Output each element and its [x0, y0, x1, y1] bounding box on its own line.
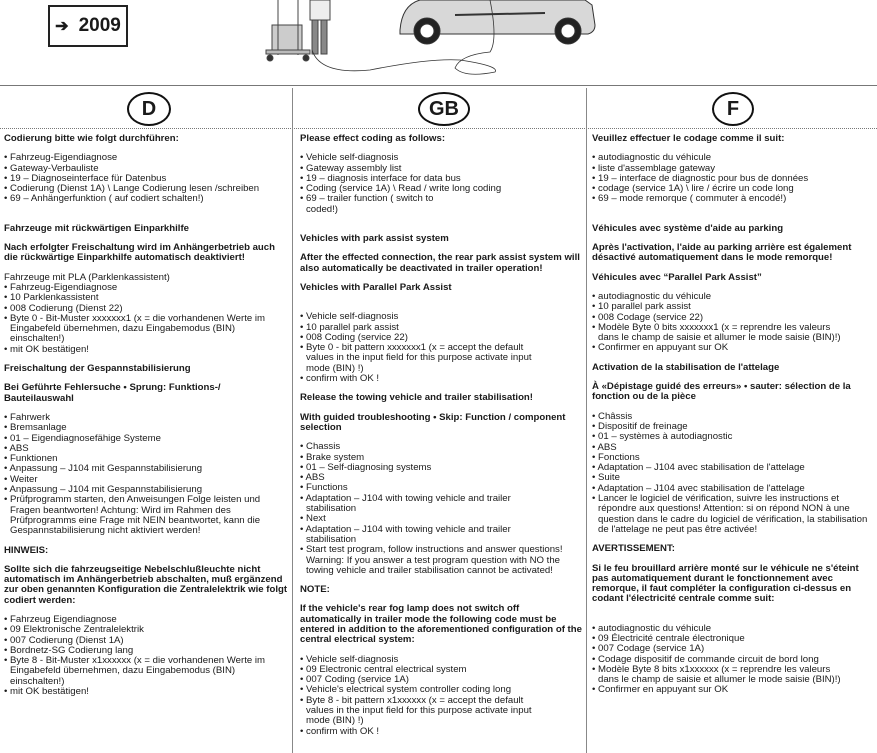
list-item: • ABS	[4, 444, 288, 454]
intro-heading: Please effect coding as follows:	[300, 133, 446, 144]
list-item: • Anpassung – J104 mit Gespannstabilisierung	[4, 464, 288, 474]
list-item: • 69 – trailer function ( switch to coded!)	[300, 194, 456, 215]
pla-heading: Fahrzeuge mit PLA (Parklenkassistent)	[4, 271, 170, 283]
list-item: • 008 Codierung (Dienst 22)	[4, 304, 288, 314]
language-badge-f: F	[712, 92, 754, 126]
list-item: • Coding (service 1A) \ Read / write long coding	[300, 184, 582, 194]
guided-heading: Bei Geführte Fehlersuche • Sprung: Funktions-/ Bauteilauswahl	[4, 382, 221, 404]
language-badge-gb: GB	[418, 92, 470, 126]
list-item: • 69 – mode remorque ( commuter à encodé!)	[592, 194, 873, 204]
list-item: • Gateway assembly list	[300, 164, 582, 174]
list-item: • ABS	[592, 443, 873, 453]
list-item: • 19 – Diagnoseinterface für Datenbus	[4, 174, 288, 184]
year-label: 2009	[78, 15, 121, 36]
steps-stabilisation	[300, 442, 582, 576]
list-item: • Lancer le logiciel de vérification, suivre les instructions et répondre aux questions! Attention: si on répond NON à une question dans le cadre du logiciel de vérification, la stabilisation de l'attelage ne peut pas être activée!	[592, 494, 873, 535]
note-text: If the vehicle's rear fog lamp does not switch off automatically in trailer mode the following code must be entered in addition to the aforementioned configuration of the central electrical system:	[300, 603, 582, 646]
list-item: • Byte 8 - bit pattern x1xxxxxx (x = accept the default values in the input field for this purpose activate input mode (BIN) !)	[300, 696, 536, 727]
diagnostic-cart-icon	[266, 0, 310, 61]
list-item: • Vehicle's electrical system controller coding long	[300, 685, 582, 695]
column-gb	[300, 134, 582, 737]
column-fr	[592, 134, 873, 696]
list-item: • 01 – Self-diagnosing systems	[300, 463, 582, 473]
right-arrow-icon: ➔	[55, 18, 69, 35]
year-box	[48, 5, 128, 47]
list-item: • 01 – Eigendiagnosefähige Systeme	[4, 434, 288, 444]
diagnostic-illustration	[250, 0, 610, 78]
list-item: • 10 parallel park assist	[300, 323, 582, 333]
column-divider	[292, 88, 293, 753]
list-item: • Anpassung – J104 mit Gespannstabilisierung	[4, 485, 288, 495]
list-item: • Modèle Byte 0 bits xxxxxxx1 (x = reprendre les valeurs dans le champ de saisie et allumer le mode saisie (BIN)!)	[592, 323, 843, 344]
park-heading: Véhicules avec système d'aide au parking	[592, 222, 784, 234]
list-item: • 09 Électricité centrale électronique	[592, 634, 873, 644]
note-heading: AVERTISSEMENT:	[592, 543, 675, 555]
list-item: • 008 Coding (service 22)	[300, 333, 582, 343]
list-item: • 007 Codierung (Dienst 1A)	[4, 636, 288, 646]
list-item: • Suite	[592, 473, 873, 483]
intro-heading: Veuillez effectuer le codage comme il suit:	[592, 133, 785, 144]
list-item: • Fahrwerk	[4, 413, 288, 423]
dotted-divider	[0, 128, 877, 129]
list-item: • Codage dispositif de commande circuit de bord long	[592, 655, 873, 665]
list-item: • 008 Codage (service 22)	[592, 313, 873, 323]
list-item: • Vehicle self-diagnosis	[300, 153, 582, 163]
list-item: • 007 Coding (service 1A)	[300, 675, 582, 685]
list-item: • Brake system	[300, 453, 582, 463]
column-divider	[586, 88, 587, 753]
list-item: • 19 – interface de diagnostic pour bus de données	[592, 174, 873, 184]
park-note: After the effected connection, the rear park assist system will also automatically be deactivated in trailer operation!	[300, 252, 580, 274]
list-item: • mit OK bestätigen!	[4, 687, 288, 697]
guided-heading: With guided troubleshooting • Skip: Function / component selection	[300, 411, 566, 433]
note-heading: NOTE:	[300, 584, 330, 596]
car-icon	[400, 0, 595, 44]
list-item: • Start test program, follow instructions and answer questions! Warning: If you answer a test program question with NO the towing vehicle and trailer stabilisation cannot be activated!	[300, 545, 582, 576]
list-item: • Funktionen	[4, 454, 288, 464]
list-item: • Châssis	[592, 412, 873, 422]
park-heading: Vehicles with park assist system	[300, 233, 449, 245]
list-item: • Adaptation – J104 avec stabilisation de l'attelage	[592, 463, 873, 473]
list-item: • Fahrzeug-Eigendiagnose	[4, 153, 288, 163]
language-badge-d: D	[127, 92, 171, 126]
stab-heading: Release the towing vehicle and trailer stabilisation!	[300, 392, 533, 404]
park-heading: Fahrzeuge mit rückwärtigen Einparkhilfe	[4, 222, 189, 234]
list-item: • Functions	[300, 483, 582, 493]
list-item: • Adaptation – J104 avec stabilisation de l'attelage	[592, 484, 873, 494]
list-item: • Weiter	[4, 475, 288, 485]
steps-fog-lamp	[592, 624, 873, 696]
list-item: • mit OK bestätigen!	[4, 345, 288, 355]
list-item: • Codierung (Dienst 1A) \ Lange Codierung lesen /schreiben	[4, 184, 288, 194]
steps-coding	[592, 153, 873, 204]
list-item: • Gateway-Verbauliste	[4, 164, 288, 174]
list-item: • 19 – diagnosis interface for data bus	[300, 174, 582, 184]
steps-pla	[300, 312, 582, 384]
list-item: • Next	[300, 514, 582, 524]
column-de	[4, 134, 288, 697]
list-item: • ABS	[300, 473, 582, 483]
list-item: • Vehicle self-diagnosis	[300, 312, 582, 322]
list-item: • confirm with OK !	[300, 727, 582, 737]
header-divider	[0, 85, 877, 86]
list-item: • Fahrzeug-Eigendiagnose	[4, 283, 288, 293]
park-note: Après l'activation, l'aide au parking arrière est également désactivé automatiquement dans le mode remorque!	[592, 242, 852, 264]
pla-heading: Véhicules avec “Parallel Park Assist”	[592, 271, 762, 283]
intro-heading: Codierung bitte wie folgt durchführen:	[4, 133, 179, 144]
note-text: Sollte sich die fahrzeugseitige Nebelschlußleuchte nicht automatisch im Anhängerbetrieb abschalten, muß ergänzend zur oben genannten Konfiguration die Zentralelektrik wie folgt codiert werden:	[4, 563, 288, 606]
list-item: • Byte 0 - Bit-Muster xxxxxxx1 (x = die vorhandenen Werte im Eingabefeld übernehmen, dazu Eingabemodus (BIN) einschalten!)	[4, 314, 288, 345]
guided-heading: À «Dépistage guidé des erreurs» • sauter: sélection de la fonction ou de la pièce	[592, 381, 851, 403]
list-item: • 01 – systèmes à autodiagnostic	[592, 432, 873, 442]
list-item: • Byte 0 - bit pattern xxxxxxx1 (x = accept the default values in the input field for this purpose activate input mode (BIN) !)	[300, 343, 536, 374]
list-item: • liste d'assemblage gateway	[592, 164, 873, 174]
stab-heading: Freischaltung der Gespannstabilisierung	[4, 363, 191, 375]
list-item: • 69 – Anhängerfunktion ( auf codiert schalten!)	[4, 194, 288, 204]
list-item: • Confirmer en appuyant sur OK	[592, 685, 873, 695]
list-item: • Modèle Byte 8 bits x1xxxxxx (x = reprendre les valeurs dans le champ de saisie et allumer le mode saisie (BIN)!)	[592, 665, 843, 686]
list-item: • 09 Elektronische Zentralelektrik	[4, 625, 288, 635]
list-item: • Confirmer en appuyant sur OK	[592, 343, 873, 353]
list-item: • Fonctions	[592, 453, 873, 463]
technician-icon	[310, 0, 330, 54]
list-item: • Adaptation – J104 with towing vehicle and trailer stabilisation	[300, 525, 536, 546]
list-item: • Prüfprogramm starten, den Anweisungen Folge leisten und Fragen beantworten! Achtung: Wird im Rahmen des Prüfprogramms eine Frage mit NEIN beantwortet, kann die Gespannstabilisierung nicht aktiviert werden!	[4, 495, 288, 536]
steps-fog-lamp	[4, 615, 288, 697]
list-item: • 10 parallel park assist	[592, 302, 873, 312]
list-item: • Fahrzeug Eigendiagnose	[4, 615, 288, 625]
list-item: • Chassis	[300, 442, 582, 452]
list-item: • Byte 8 - Bit-Muster x1xxxxxx (x = die vorhandenen Werte im Eingabefeld übernehmen, dazu Eingabemodus (BIN) einschalten!)	[4, 656, 288, 687]
pla-heading: Vehicles with Parallel Park Assist	[300, 281, 452, 293]
steps-coding	[300, 153, 582, 215]
list-item: • autodiagnostic du véhicule	[592, 624, 873, 634]
park-note: Nach erfolgter Freischaltung wird im Anhängerbetrieb auch die rückwärtige Einparkhilfe automatisch deaktiviert!	[4, 242, 275, 264]
steps-stabilisation	[592, 412, 873, 536]
steps-pla	[592, 292, 873, 354]
list-item: • Bremsanlage	[4, 423, 288, 433]
list-item: • codage (service 1A) \ lire / écrire un code long	[592, 184, 873, 194]
stab-heading: Activation de la stabilisation de l'attelage	[592, 361, 780, 373]
steps-pla	[4, 283, 288, 355]
note-text: Si le feu brouillard arrière monté sur le véhicule ne s'éteint pas automatiquement durant le fonctionnement avec remorque, il faut compléter la configuration ci-dessus en codant l'électricité centrale comme suit:	[592, 562, 859, 605]
note-heading: HINWEIS:	[4, 544, 49, 556]
list-item: • 09 Electronic central electrical system	[300, 665, 582, 675]
list-item: • autodiagnostic du véhicule	[592, 153, 873, 163]
list-item: • Bordnetz-SG Codierung lang	[4, 646, 288, 656]
steps-coding	[4, 153, 288, 204]
list-item: • 10 Parklenkassistent	[4, 293, 288, 303]
list-item: • Vehicle self-diagnosis	[300, 655, 582, 665]
list-item: • confirm with OK !	[300, 374, 582, 384]
list-item: • 007 Codage (service 1A)	[592, 644, 873, 654]
list-item: • autodiagnostic du véhicule	[592, 292, 873, 302]
list-item: • Dispositif de freinage	[592, 422, 873, 432]
list-item: • Adaptation – J104 with towing vehicle and trailer stabilisation	[300, 494, 536, 515]
steps-stabilisation	[4, 413, 288, 537]
steps-fog-lamp	[300, 655, 582, 737]
